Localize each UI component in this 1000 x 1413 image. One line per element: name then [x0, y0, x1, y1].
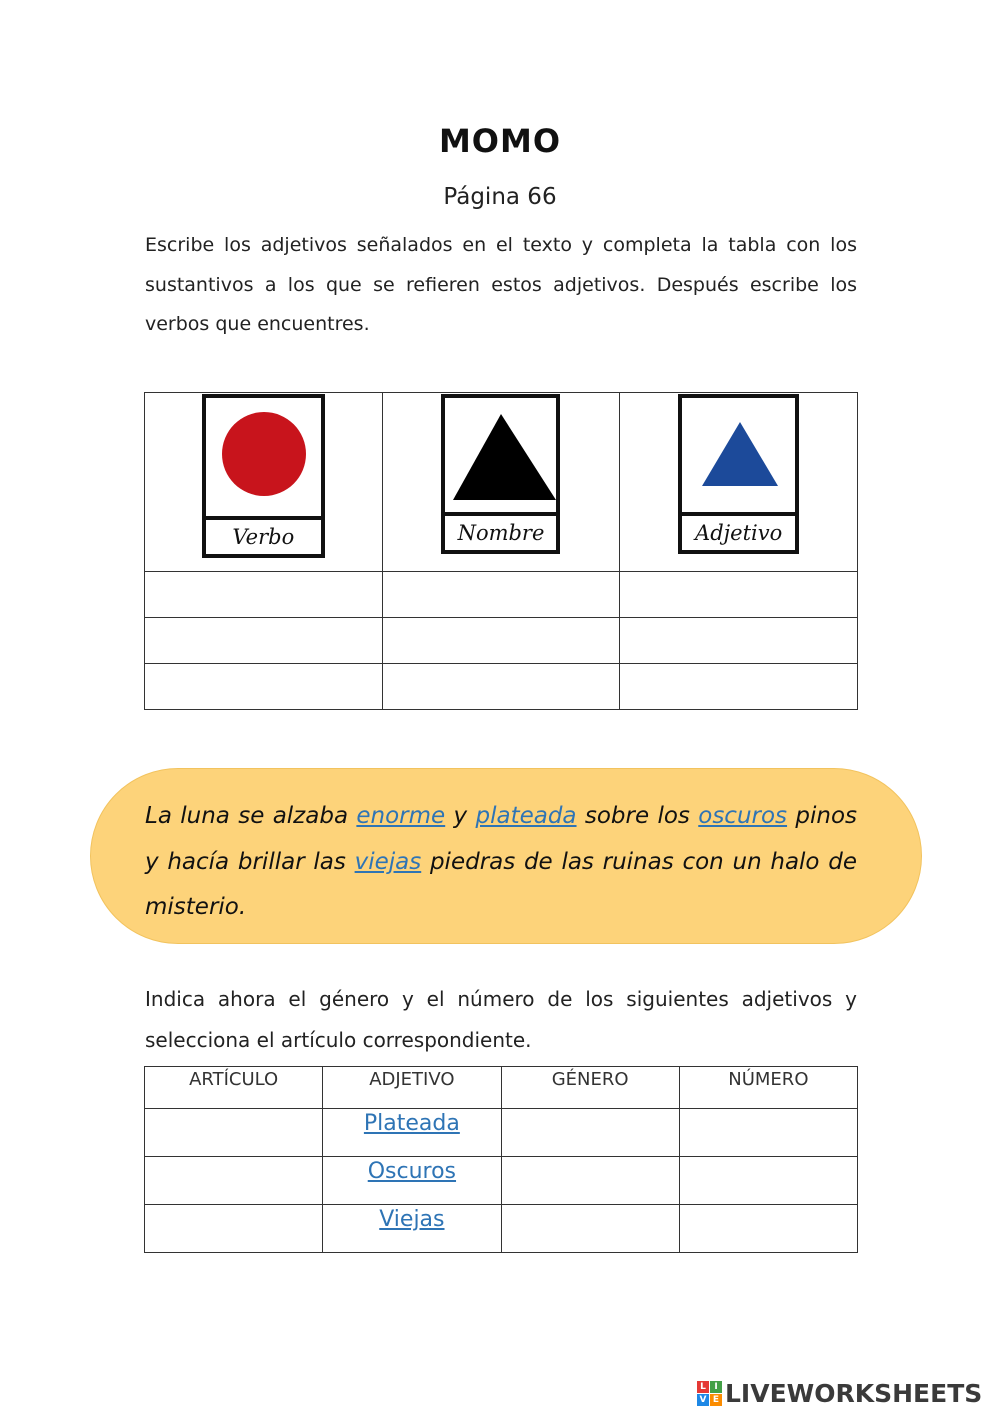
blue-triangle-icon — [682, 398, 795, 512]
adjetivo-cell — [323, 1109, 501, 1157]
answer-cell[interactable] — [382, 572, 620, 618]
articulo-cell[interactable] — [145, 1109, 323, 1157]
answer-cell[interactable] — [145, 664, 383, 710]
genero-cell[interactable] — [501, 1109, 679, 1157]
genero-cell[interactable] — [501, 1205, 679, 1253]
red-circle-icon — [206, 398, 321, 516]
table-row — [145, 1205, 858, 1253]
answer-cell[interactable] — [620, 572, 858, 618]
answer-cell[interactable] — [382, 618, 620, 664]
logo-letter: E — [710, 1394, 722, 1406]
quote-text — [145, 794, 857, 931]
adjective-link-plateada[interactable]: plateada — [475, 803, 577, 829]
column-header-adjetivo: ADJETIVO — [323, 1067, 501, 1109]
logo-letter: L — [697, 1381, 709, 1393]
adjetivo-cell — [323, 1157, 501, 1205]
adjective-link-oscuros[interactable]: oscuros — [698, 803, 788, 829]
adjective-link[interactable]: Oscuros — [367, 1159, 457, 1184]
answer-cell[interactable] — [620, 664, 858, 710]
table-row — [145, 1109, 858, 1157]
black-triangle-icon — [445, 398, 556, 512]
liveworksheets-logo — [697, 1380, 982, 1406]
adjective-link-viejas[interactable]: viejas — [354, 848, 422, 875]
adjective-link[interactable]: Viejas — [379, 1207, 445, 1232]
answer-cell[interactable] — [145, 618, 383, 664]
column-header-numero: NÚMERO — [679, 1067, 857, 1109]
table-row — [145, 618, 858, 664]
card-adjetivo — [678, 394, 799, 554]
column-header-articulo: ARTÍCULO — [145, 1067, 323, 1109]
answer-cell[interactable] — [382, 664, 620, 710]
answer-cell[interactable] — [145, 572, 383, 618]
adjective-link-enorme[interactable]: enorme — [356, 803, 446, 829]
quote-segment: La luna se alzaba — [145, 803, 357, 829]
card-nombre — [441, 394, 560, 554]
instructions-text: Escribe los adjetivos señalados en el texto y completa la tabla con los sustantivos a los que se refieren estos adjetivos. Después escribe los verbos que encuentres. — [145, 234, 857, 335]
column-header-genero: GÉNERO — [501, 1067, 679, 1109]
numero-cell[interactable] — [679, 1205, 857, 1253]
page-title: MOMO — [438, 122, 562, 160]
adjetivo-cell — [323, 1205, 501, 1253]
card-label-nombre: Nombre — [445, 512, 556, 550]
numero-cell[interactable] — [679, 1157, 857, 1205]
card-label-verbo: Verbo — [206, 516, 321, 554]
header-cell-adjetivo — [620, 393, 858, 572]
table-row — [145, 572, 858, 618]
genero-cell[interactable] — [501, 1157, 679, 1205]
logo-letter: V — [697, 1394, 709, 1406]
adjective-link[interactable]: Plateada — [363, 1111, 460, 1136]
quote-segment: pinos y hacía brillar las — [145, 803, 858, 875]
table-row — [145, 664, 858, 710]
card-verbo — [202, 394, 325, 558]
quote-segment: piedras de las ruinas con un halo de misterio. — [145, 848, 857, 920]
card-label-adjetivo: Adjetivo — [682, 512, 795, 550]
numero-cell[interactable] — [679, 1109, 857, 1157]
articulo-cell[interactable] — [145, 1157, 323, 1205]
header-cell-verbo — [145, 393, 383, 572]
logo-mark-icon — [697, 1381, 722, 1406]
instructions-text-2: Indica ahora el género y el número de los siguientes adjetivos y selecciona el artículo correspondiente. — [145, 987, 857, 1052]
table-row — [145, 1157, 858, 1205]
page-subtitle: Página 66 — [443, 184, 557, 210]
answer-cell[interactable] — [620, 618, 858, 664]
header-cell-nombre — [382, 393, 620, 572]
quote-segment: sobre los — [576, 803, 699, 829]
logo-text: LIVEWORKSHEETS — [725, 1378, 983, 1408]
quote-segment: y — [445, 803, 476, 829]
articulo-cell[interactable] — [145, 1205, 323, 1253]
logo-letter: I — [710, 1381, 722, 1393]
word-type-table — [144, 392, 858, 710]
adjective-table — [144, 1066, 858, 1253]
